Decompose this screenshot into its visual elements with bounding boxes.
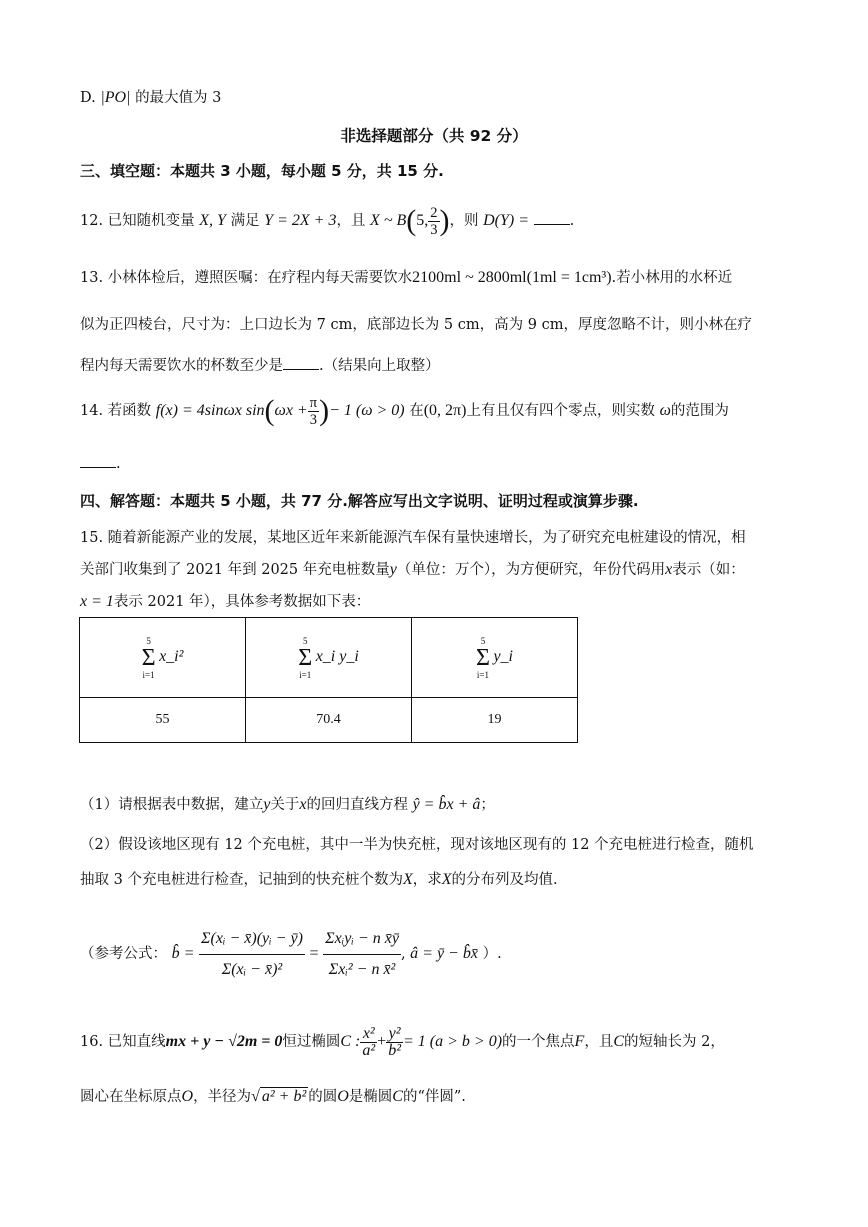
- formula-fraction-2: $\frac{\text{Σxᵢyᵢ − n x̄ȳ}}{\text{Σxᵢ² − n x̄²}}$: [323, 924, 401, 985]
- question-15-line1: 15. 随着新能源产业的发展，某地区近年来新能源汽车保有量快速增长，为了研究充电桩建设的情况，相: [80, 530, 746, 546]
- fraction-x2-a2: $\frac{\text{x²}}{\text{a²}}$: [362, 1024, 376, 1059]
- table-row: [80, 698, 578, 743]
- question-16-line1: 16. 已知直线mx + y − √2m = 0恒过椭圆C : $\frac{\text{x²}}{\text{a²}}$ + $\frac{\text{y²}}{\text{b²}}$ = 1 (a > b > 0)的一个焦点F，且C的短轴长为 2，: [80, 1024, 725, 1059]
- option-d: D. |PO| 的最大值为 3: [80, 89, 222, 106]
- table-header-row: [80, 618, 578, 698]
- part3-heading: 三、填空题：本题共 3 小题，每小题 5 分，共 15 分.: [80, 162, 444, 180]
- fraction-pi-3: $\frac{\pi}{3}$: [309, 394, 318, 428]
- table-cell: 55: [80, 698, 246, 743]
- question-15-line2: 关部门收集到了 2021 年到 2025 年充电桩数量y（单位：万个），为方便研究，年份代码用x表示（如：: [80, 561, 745, 578]
- question-13-line3: 程内每天需要饮水的杯数至少是 .（结果向上取整）: [80, 358, 440, 374]
- table-header-cell: 5 Σ i=1 x_i y_i: [246, 618, 412, 698]
- fraction-2-3: $\frac{2}{3}$: [430, 204, 438, 238]
- question-14: 14. 若函数 f(x) = 4sinωx sin(ωx + $\frac{\pi}{3}$ )− 1 (ω > 0) 在(0, 2π)上有且仅有四个零点，则实数 ω的范围为: [80, 394, 729, 428]
- fraction-y2-b2: $\frac{\text{y²}}{\text{b²}}$: [388, 1024, 401, 1059]
- question-12: 12. 已知随机变量 X, Y 满足 Y = 2X + 3，且 X ~ B(5, $\frac{2}{3}$ )，则 D(Y) = .: [80, 204, 575, 238]
- formula-fraction-1: $\frac{\text{Σ(xᵢ − x̄)(yᵢ − ȳ)}}{\text{Σ(xᵢ − x̄)²}}$: [199, 924, 305, 985]
- question-14-blank: .: [80, 456, 121, 472]
- part4-heading: 四、解答题：本题共 5 小题，共 77 分.解答应写出文字说明、证明过程或演算步骤.: [80, 492, 639, 510]
- question-15-part1: （1）请根据表中数据，建立y关于x的回归直线方程 ŷ = b̂x + â；: [80, 796, 495, 813]
- question-15-line3: x = 1表示 2021 年），具体参考数据如下表：: [80, 593, 371, 610]
- answer-blank: [283, 359, 319, 370]
- table-cell: 19: [412, 698, 578, 743]
- data-table: [79, 617, 578, 743]
- answer-blank: [534, 214, 570, 225]
- question-13-line1: 13. 小林体检后，遵照医嘱：在疗程内每天需要饮水2100ml ~ 2800ml(1ml = 1cm³).若小林用的水杯近: [80, 269, 733, 286]
- reference-formula: （参考公式： b̂ = $\frac{\text{Σ(xᵢ − x̄)(yᵢ − ȳ)}}{\text{Σ(xᵢ − x̄)²}}$ = $\frac{\text{Σxᵢyᵢ − n x̄ȳ}}{\text{Σxᵢ² − n x̄²}}$ , â = ȳ − b̂x̄ ）.: [80, 918, 502, 990]
- table-header-cell: 5 Σ i=1 y_i: [412, 618, 578, 698]
- table-cell: 70.4: [246, 698, 412, 743]
- table-header-cell: 5 Σ i=1 x_i²: [80, 618, 246, 698]
- question-13-line2: 似为正四棱台，尺寸为：上口边长为 7 cm，底部边长为 5 cm，高为 9 cm，厚度忽略不计，则小林在疗: [80, 317, 752, 333]
- question-16-line2: 圆心在坐标原点O，半径为√ a² + b² 的圆O是椭圆C的“伴圆”.: [80, 1088, 466, 1105]
- section-title: 非选择题部分（共 92 分）: [340, 127, 528, 145]
- question-15-part2-line1: （2）假设该地区现有 12 个充电桩，其中一半为快充桩，现对该地区现有的 12 个充电桩进行检查，随机: [80, 837, 754, 853]
- question-15-part2-line2: 抽取 3 个充电桩进行检查，记抽到的快充桩个数为X，求X的分布列及均值.: [80, 871, 558, 888]
